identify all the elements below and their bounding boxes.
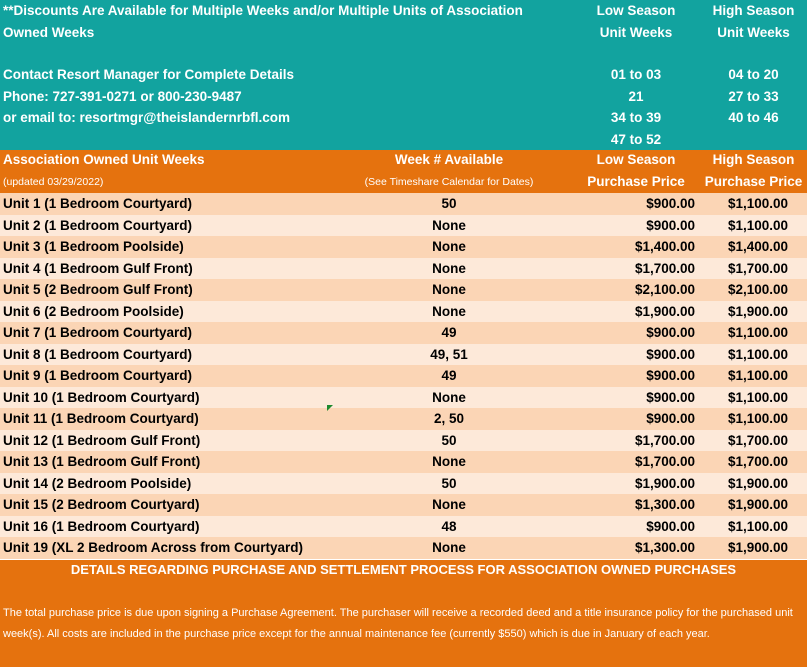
table-row xyxy=(0,516,807,538)
unit-name-cell: Unit 14 (2 Bedroom Poolside) xyxy=(3,475,192,491)
low-price-cell: $900.00 xyxy=(646,389,695,405)
table-row xyxy=(0,494,807,516)
high-price-cell: $1,100.00 xyxy=(727,368,788,383)
week-available-cell: None xyxy=(432,303,466,319)
week-column-note: (See Timeshare Calendar for Dates) xyxy=(364,176,534,188)
week-available-cell: 2, 50 xyxy=(433,411,465,426)
week-available-cell: None xyxy=(432,540,466,555)
low-price-cell: $1,900.00 xyxy=(634,303,695,319)
high-price-cell: $1,900.00 xyxy=(727,497,788,512)
high-price-cell: $1,100.00 xyxy=(727,346,788,362)
high-week-range: 27 to 33 xyxy=(728,88,779,104)
table-header xyxy=(0,150,807,193)
high-price-cell: $1,100.00 xyxy=(727,518,788,534)
low-price-cell: $1,300.00 xyxy=(634,540,695,555)
high-price-cell: $1,700.00 xyxy=(727,454,788,469)
high-price-cell: $1,900.00 xyxy=(727,540,788,555)
unit-name-cell: Unit 13 (1 Bedroom Gulf Front) xyxy=(3,454,201,469)
high-price-header: High Season xyxy=(712,152,795,167)
unit-name-cell: Unit 15 (2 Bedroom Courtyard) xyxy=(3,497,200,512)
week-available-cell: None xyxy=(432,282,466,297)
high-price-cell: $2,100.00 xyxy=(727,282,788,297)
table-row xyxy=(0,279,807,301)
updated-date: (updated 03/29/2022) xyxy=(3,176,104,188)
high-price-cell: $1,100.00 xyxy=(727,389,788,405)
high-price-cell: $1,700.00 xyxy=(727,432,788,448)
contact-line: Contact Resort Manager for Complete Details xyxy=(3,67,295,82)
table-row xyxy=(0,430,807,452)
discount-header xyxy=(0,0,807,150)
cell-comment-marker xyxy=(327,405,333,411)
low-price-cell: $900.00 xyxy=(646,196,695,211)
unit-name-cell: Unit 1 (1 Bedroom Courtyard) xyxy=(3,196,193,211)
unit-column-header: Association Owned Unit Weeks xyxy=(3,152,205,167)
unit-name-cell: Unit 5 (2 Bedroom Gulf Front) xyxy=(3,282,193,297)
low-season-weeks xyxy=(576,0,696,150)
table-row xyxy=(0,537,807,559)
table-row xyxy=(0,451,807,473)
week-available-cell: None xyxy=(432,239,466,254)
unit-name-cell: Unit 11 (1 Bedroom Courtyard) xyxy=(3,411,199,426)
high-price-cell: $1,100.00 xyxy=(727,411,788,426)
high-price-cell: $1,400.00 xyxy=(727,239,788,254)
table-row xyxy=(0,473,807,495)
week-available-cell: 50 xyxy=(441,196,457,211)
high-price-subheader: Purchase Price xyxy=(704,174,803,189)
high-price-cell: $1,700.00 xyxy=(727,260,788,276)
table-row xyxy=(0,365,807,387)
unit-name-cell: Unit 16 (1 Bedroom Courtyard) xyxy=(3,518,200,534)
unit-name-cell: Unit 2 (1 Bedroom Courtyard) xyxy=(3,217,193,233)
high-price-cell: $1,900.00 xyxy=(727,303,788,319)
low-price-cell: $900.00 xyxy=(646,217,695,233)
low-week-range: 34 to 39 xyxy=(610,110,662,125)
week-available-cell: 49 xyxy=(441,325,457,340)
week-available-cell: None xyxy=(432,454,466,469)
table-row xyxy=(0,236,807,258)
unit-name-cell: Unit 19 (XL 2 Bedroom Across from Courtyard) xyxy=(3,540,304,555)
table-row xyxy=(0,258,807,280)
unit-name-cell: Unit 4 (1 Bedroom Gulf Front) xyxy=(3,260,193,276)
low-price-cell: $900.00 xyxy=(646,411,695,426)
low-price-cell: $1,700.00 xyxy=(634,454,695,469)
week-column-header: Week # Available xyxy=(394,152,504,167)
week-available-cell: None xyxy=(432,217,466,233)
table-row xyxy=(0,301,807,323)
low-week-range: 01 to 03 xyxy=(610,67,662,82)
week-available-cell: 49, 51 xyxy=(430,346,468,362)
high-price-cell: $1,900.00 xyxy=(727,475,788,491)
week-available-cell: 48 xyxy=(441,518,457,534)
discount-notice: **Discounts Are Available for Multiple Weeks and/or Multiple Units of Association Owned Weeks xyxy=(3,3,523,40)
week-available-cell: 50 xyxy=(441,475,457,491)
unit-name-cell: Unit 6 (2 Bedroom Poolside) xyxy=(3,303,184,319)
low-price-cell: $1,900.00 xyxy=(634,475,695,491)
table-row xyxy=(0,387,807,409)
low-price-cell: $2,100.00 xyxy=(634,282,695,297)
phone-line: Phone: 727-391-0271 or 800-230-9487 xyxy=(3,88,242,104)
unit-table-body xyxy=(0,193,807,559)
low-season-subtitle: Unit Weeks xyxy=(599,24,673,40)
low-week-range: 47 to 52 xyxy=(610,131,662,147)
high-price-cell: $1,100.00 xyxy=(727,217,788,233)
unit-name-cell: Unit 9 (1 Bedroom Courtyard) xyxy=(3,368,193,383)
high-week-range: 40 to 46 xyxy=(728,110,779,125)
low-price-cell: $900.00 xyxy=(646,346,695,362)
low-price-cell: $1,700.00 xyxy=(634,260,695,276)
low-season-title: Low Season xyxy=(596,3,676,18)
high-season-weeks xyxy=(700,0,807,129)
week-available-cell: 49 xyxy=(441,368,457,383)
low-price-cell: $900.00 xyxy=(646,368,695,383)
high-season-title: High Season xyxy=(712,3,795,18)
table-row xyxy=(0,408,807,430)
low-price-header: Low Season xyxy=(596,152,676,167)
table-row xyxy=(0,215,807,237)
high-season-subtitle: Unit Weeks xyxy=(717,24,790,40)
details-section xyxy=(0,560,807,667)
week-available-cell: None xyxy=(432,389,466,405)
table-row xyxy=(0,322,807,344)
low-week-range: 21 xyxy=(628,88,644,104)
high-price-cell: $1,100.00 xyxy=(727,325,788,340)
low-price-cell: $1,700.00 xyxy=(634,432,695,448)
unit-name-cell: Unit 10 (1 Bedroom Courtyard) xyxy=(3,389,200,405)
high-week-range: 04 to 20 xyxy=(728,67,779,82)
unit-name-cell: Unit 3 (1 Bedroom Poolside) xyxy=(3,239,184,254)
low-price-subheader: Purchase Price xyxy=(587,174,685,189)
week-available-cell: None xyxy=(432,260,466,276)
unit-name-cell: Unit 8 (1 Bedroom Courtyard) xyxy=(3,346,193,362)
unit-name-cell: Unit 7 (1 Bedroom Courtyard) xyxy=(3,325,193,340)
low-price-cell: $900.00 xyxy=(646,325,695,340)
details-body: The total purchase price is due upon signing a Purchase Agreement. The purchaser will receive a recorded deed and a title insurance policy for the purchased unit week(s). All costs are included in the purchase price except for the annual maintenance fee (currently $550) which is due in January of each year. xyxy=(3,607,793,640)
unit-name-cell: Unit 12 (1 Bedroom Gulf Front) xyxy=(3,432,201,448)
week-available-cell: 50 xyxy=(441,432,457,448)
table-row xyxy=(0,193,807,215)
contact-block xyxy=(3,64,568,129)
low-price-cell: $1,300.00 xyxy=(634,497,695,512)
email-line: or email to: resortmgr@theislandernrbfl.com xyxy=(3,110,290,125)
week-available-cell: None xyxy=(432,497,466,512)
high-price-cell: $1,100.00 xyxy=(727,196,788,211)
low-price-cell: $900.00 xyxy=(646,518,695,534)
low-price-cell: $1,400.00 xyxy=(634,239,695,254)
table-row xyxy=(0,344,807,366)
details-title: DETAILS REGARDING PURCHASE AND SETTLEMENT PROCESS FOR ASSOCIATION OWNED PURCHASES xyxy=(70,562,737,577)
